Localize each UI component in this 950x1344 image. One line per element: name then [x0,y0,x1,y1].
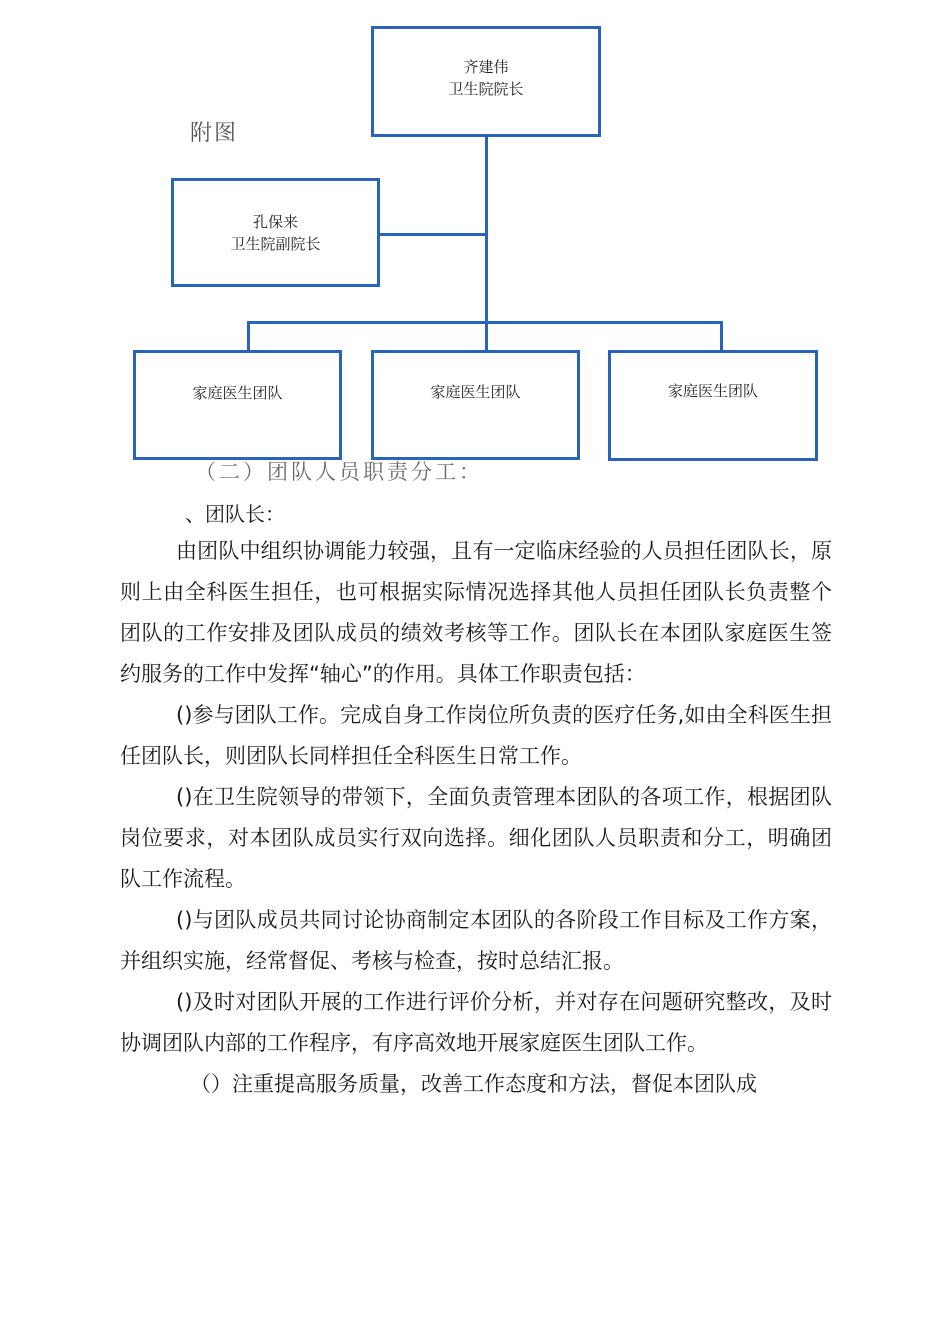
connector-team-2 [485,321,488,353]
section-heading: （二）团队人员职责分工： [195,460,483,484]
figure-caption: 附图 [190,121,239,146]
paragraph-duty-1: ()参与团队工作。完成自身工作岗位所负责的医疗任务,如由全科医生担任团队长，则团队长同样担任全科医生日常工作。 [120,703,832,768]
team-label-2: 家庭医生团队 [430,383,521,401]
team-box-2 [371,350,580,460]
connector-deputy-branch [378,233,488,236]
org-chart [0,0,950,470]
team-box-3 [608,350,818,461]
connector-team-1 [247,321,250,353]
paragraph-duty-3: ()与团队成员共同讨论协商制定本团队的各阶段工作目标及工作方案，并组织实施，经常督促、考核与检查，按时总结汇报。 [120,908,832,973]
connector-director-trunk [485,135,488,324]
deputy-title: 卫生院副院长 [230,235,321,253]
paragraph-intro: 由团队中组织协调能力较强，且有一定临床经验的人员担任团队长，原则上由全科医生担任，也可根据实际情况选择其他人员担任团队长负责整个团队的工作安排及团队成员的绩效考核等工作。团队长在本团队家庭医生签约服务的工作中发挥“轴心”的作用。具体工作职责包括： [120,539,832,686]
director-name: 齐建伟 [463,58,509,76]
director-title: 卫生院院长 [448,80,524,98]
paragraph-duty-5: （）注重提高服务质量，改善工作态度和方法，督促本团队成 [190,1072,757,1096]
sub-heading: 、团队长： [185,502,285,526]
paragraph-duty-4: ()及时对团队开展的工作进行评价分析，并对存在问题研究整改，及时协调团队内部的工作程序，有序高效地开展家庭医生团队工作。 [120,990,832,1055]
team-label-3: 家庭医生团队 [667,382,758,400]
director-box [371,26,601,137]
deputy-name: 孔保来 [252,213,298,231]
team-label-1: 家庭医生团队 [192,384,283,402]
connector-team-3 [720,321,723,353]
deputy-box [171,178,380,287]
team-box-1 [133,350,342,460]
paragraph-duty-2: ()在卫生院领导的带领下，全面负责管理本团队的各项工作，根据团队岗位要求，对本团队成员实行双向选择。细化团队人员职责和分工，明确团队工作流程。 [120,785,832,891]
body-text [120,531,832,1105]
